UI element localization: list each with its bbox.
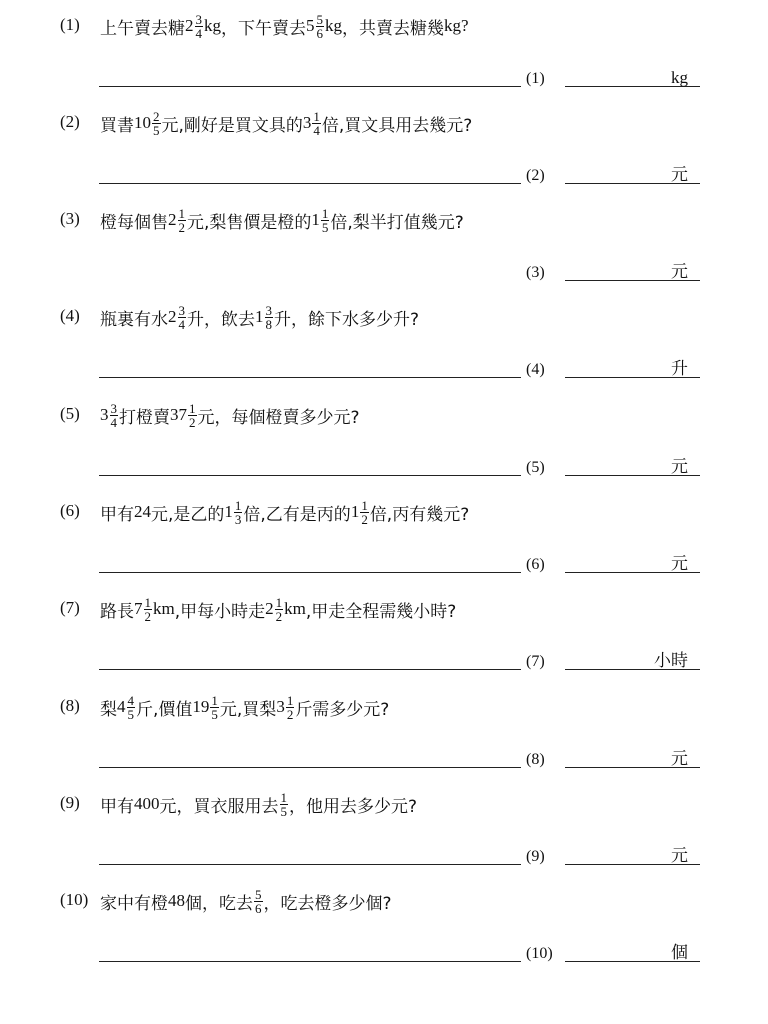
question-text-chinese: 斤,價值 (136, 699, 193, 720)
question-text-value: 3 (100, 405, 109, 424)
question-number: (6) (60, 501, 80, 520)
fraction-denominator: 8 (265, 316, 272, 332)
question-text-value: 48 (168, 891, 185, 910)
fraction-denominator: 2 (178, 219, 185, 235)
question-text-chinese: 倍,買文具用去幾元? (321, 115, 473, 136)
question-text-chinese: 元,剛好是買文具的 (161, 115, 303, 136)
fraction-denominator: 4 (313, 122, 320, 138)
question-text-chinese: ,甲每小時走 (174, 601, 266, 622)
question-text-value: kg (204, 16, 221, 35)
question-text (100, 490, 469, 534)
problem-3 (0, 198, 768, 295)
fraction-denominator: 2 (189, 414, 196, 430)
question-text-chinese: 家中有橙 (100, 893, 168, 914)
question-text-chinese: 瓶裏有水 (100, 309, 168, 330)
question-text-chinese: ，吃去橙多少個? (263, 893, 392, 914)
question-text-value: kg? (444, 16, 469, 35)
question-text-chinese: 買書 (100, 115, 134, 136)
question-text-chinese: 梨 (100, 699, 117, 720)
answer-label: (8) (526, 751, 545, 768)
fraction-denominator: 5 (321, 219, 329, 235)
question-text-value: 1 (224, 502, 233, 521)
question-number: (3) (60, 209, 80, 228)
question-number: (4) (60, 306, 80, 325)
fraction-denominator: 5 (211, 706, 218, 722)
question-text (100, 782, 417, 826)
question-text (100, 4, 469, 48)
question-number: (5) (60, 404, 80, 423)
fraction-denominator: 2 (286, 706, 294, 722)
fraction (254, 888, 263, 915)
question-text-value: 400 (134, 794, 160, 813)
fraction-numerator: 3 (265, 302, 272, 318)
question-text-value: km (284, 599, 306, 618)
question-text-chinese: 元，每個橙賣多少元? (197, 407, 360, 428)
question-text (100, 879, 392, 923)
question-text-value: 1 (311, 210, 320, 229)
problem-8 (0, 685, 768, 782)
question-text-value: 24 (134, 502, 151, 521)
question-text-chinese: 斤需多少元? (295, 699, 390, 720)
question-text (100, 101, 472, 145)
fraction (188, 402, 197, 429)
problem-4 (0, 295, 768, 392)
fraction-numerator: 1 (313, 108, 320, 124)
fraction-denominator: 2 (361, 511, 368, 527)
question-number: (10) (60, 890, 89, 909)
answer-unit: 個 (671, 943, 688, 963)
fraction-denominator: 5 (127, 706, 134, 722)
question-text-value: 3 (276, 697, 285, 716)
fraction-denominator: 2 (144, 608, 151, 624)
answer-unit: 元 (671, 165, 688, 185)
question-text-chinese: 升，飲去 (187, 309, 255, 330)
fraction-numerator: 5 (255, 886, 262, 902)
working-line[interactable] (99, 475, 521, 476)
fraction-denominator: 6 (316, 25, 323, 41)
question-text (100, 198, 464, 242)
question-text-chinese: 元,是乙的 (151, 504, 225, 525)
fraction (360, 499, 369, 526)
fraction-numerator: 4 (127, 692, 134, 708)
fraction (144, 596, 153, 623)
question-text (100, 685, 389, 729)
answer-label: (3) (526, 264, 545, 281)
fraction (178, 207, 187, 234)
answer-label: (7) (526, 653, 545, 670)
answer-unit: 元 (671, 262, 688, 282)
fraction-denominator: 4 (178, 316, 185, 332)
answer-unit: 元 (671, 554, 688, 574)
question-text-chinese: 個，吃去 (185, 893, 253, 914)
fraction-numerator: 1 (144, 594, 151, 610)
fraction-numerator: 5 (316, 11, 323, 27)
question-text-value: kg (325, 16, 342, 35)
question-number: (2) (60, 112, 80, 131)
answer-unit: 小時 (654, 651, 688, 671)
question-text-value: 2 (168, 307, 177, 326)
answer-unit: 元 (671, 457, 688, 477)
fraction-numerator: 1 (178, 205, 185, 221)
question-text-chinese: 升，餘下水多少升? (274, 309, 420, 330)
fraction-numerator: 1 (361, 497, 368, 513)
question-text-chinese: 倍,梨半打值幾元? (330, 212, 464, 233)
question-text-chinese: 甲有 (100, 796, 134, 817)
question-text-chinese: 元,買梨 (219, 699, 277, 720)
question-text (100, 295, 419, 339)
problem-6 (0, 490, 768, 587)
question-text-chinese: 橙每個售 (100, 212, 168, 233)
working-line[interactable] (99, 961, 521, 962)
fraction-numerator: 3 (178, 302, 185, 318)
question-text-value: 2 (168, 210, 177, 229)
question-text-value: 3 (302, 113, 312, 132)
fraction (275, 596, 284, 623)
working-line[interactable] (99, 767, 521, 768)
answer-label: (10) (526, 945, 553, 962)
problem-10 (0, 879, 768, 976)
answer-label: (5) (526, 459, 545, 476)
fraction-denominator: 3 (234, 511, 242, 527)
question-number: (7) (60, 598, 80, 617)
fraction (321, 207, 330, 234)
question-text-value: 7 (134, 599, 143, 618)
answer-unit: kg (671, 68, 688, 87)
fraction-denominator: 4 (110, 414, 117, 430)
problem-1 (0, 4, 768, 101)
question-text-chinese: ，他用去多少元? (289, 796, 418, 817)
fraction-denominator: 2 (275, 608, 283, 624)
fraction-denominator: 4 (195, 25, 202, 41)
fraction (280, 791, 289, 818)
question-text-value: 5 (306, 16, 315, 35)
working-line[interactable] (99, 377, 521, 378)
question-text-chinese: 倍,乙有是丙的 (243, 504, 351, 525)
question-text (100, 587, 456, 631)
fraction-denominator: 6 (255, 900, 262, 916)
fraction (195, 13, 204, 40)
fraction-numerator: 1 (234, 497, 242, 513)
question-text-value: 2 (185, 16, 194, 35)
question-number: (8) (60, 696, 80, 715)
fraction (152, 110, 161, 137)
fraction-denominator: 5 (153, 122, 160, 138)
question-text-chinese: ，下午賣去 (221, 18, 306, 39)
question-text-chinese: 元,梨售價是橙的 (187, 212, 312, 233)
problem-2 (0, 101, 768, 198)
question-text-value: 4 (117, 697, 126, 716)
question-text-chinese: 倍,丙有幾元? (369, 504, 470, 525)
problem-5 (0, 393, 768, 490)
question-number: (9) (60, 793, 80, 812)
problem-7 (0, 587, 768, 684)
question-text-value: 19 (192, 697, 210, 716)
question-text-value: 10 (134, 113, 151, 132)
fraction (210, 694, 219, 721)
answer-label: (1) (526, 70, 545, 87)
question-text-value: 1 (255, 307, 264, 326)
fraction (178, 304, 187, 331)
question-text-chinese: ，共賣去糖幾 (342, 18, 444, 39)
question-text-chinese: 路長 (100, 601, 134, 622)
working-line[interactable] (99, 864, 521, 865)
answer-label: (6) (526, 556, 545, 573)
answer-label: (2) (526, 167, 545, 184)
working-line[interactable] (99, 86, 521, 87)
problem-9 (0, 782, 768, 879)
question-text (100, 393, 360, 437)
fraction (286, 694, 295, 721)
working-line[interactable] (99, 669, 521, 670)
fraction-numerator: 3 (195, 11, 202, 27)
question-text-chinese: 元，買衣服用去 (159, 796, 279, 817)
fraction-numerator: 1 (275, 594, 283, 610)
fraction (110, 402, 119, 429)
question-text-chinese: 上午賣去糖 (100, 18, 185, 39)
fraction (127, 694, 136, 721)
fraction-numerator: 3 (110, 400, 117, 416)
fraction (234, 499, 243, 526)
fraction-numerator: 2 (153, 108, 160, 124)
fraction (265, 304, 274, 331)
answer-label: (4) (526, 361, 545, 378)
fraction-numerator: 1 (286, 692, 294, 708)
answer-unit: 元 (671, 846, 688, 866)
fraction-numerator: 1 (189, 400, 196, 416)
question-text-value: km (153, 599, 175, 618)
question-text-chinese: 打橙賣 (119, 407, 170, 428)
fraction-numerator: 1 (321, 205, 329, 221)
fraction-numerator: 1 (280, 789, 287, 805)
question-text-value: 1 (350, 502, 360, 521)
fraction (312, 110, 321, 137)
working-line[interactable] (99, 572, 521, 573)
answer-unit: 元 (671, 749, 688, 769)
question-text-chinese: ,甲走全程需幾小時? (305, 601, 457, 622)
question-number: (1) (60, 15, 80, 34)
fraction-denominator: 5 (280, 803, 287, 819)
question-text-value: 2 (265, 599, 274, 618)
question-text-value: 37 (170, 405, 187, 424)
fraction-numerator: 1 (211, 692, 218, 708)
question-text-chinese: 甲有 (100, 504, 134, 525)
answer-unit: 升 (671, 359, 688, 379)
fraction (316, 13, 325, 40)
answer-label: (9) (526, 848, 545, 865)
working-line[interactable] (99, 183, 521, 184)
